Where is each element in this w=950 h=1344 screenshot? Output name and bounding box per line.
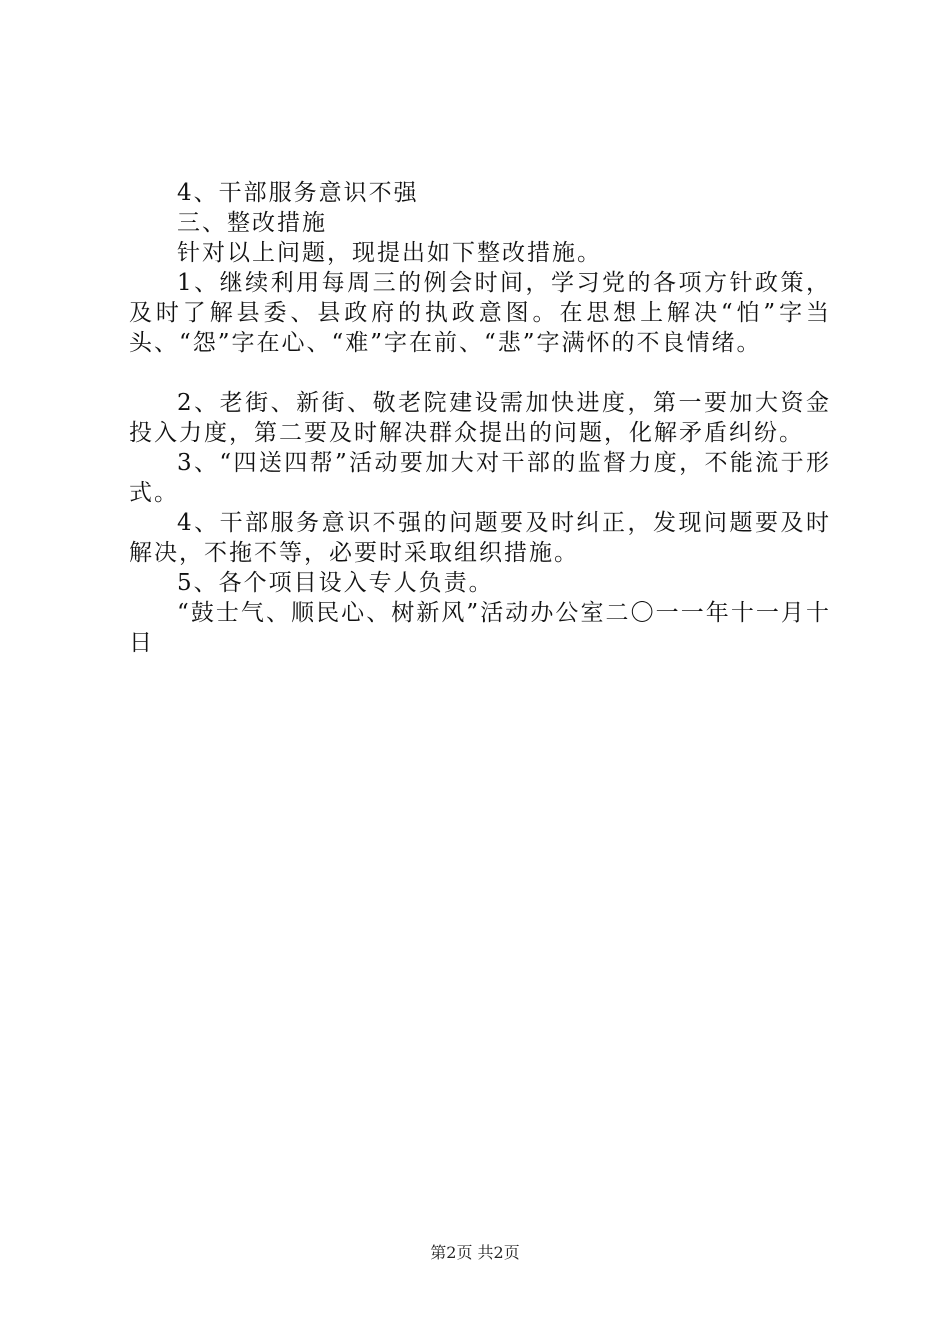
paragraph-measure-3: 3、“四送四帮”活动要加大对干部的监督力度，不能流于形式。 [129,450,831,506]
document-body [129,178,831,658]
signature-date: “鼓士气、顺民心、树新风”活动办公室二〇一一年十一月十日 [129,600,831,656]
page-footer: 第2页 共2页 [430,1243,520,1262]
paragraph-measure-2: 2、老街、新街、敬老院建设需加快进度，第一要加大资金投入力度，第二要及时解决群众提出的问题，化解矛盾纠纷。 [129,390,831,446]
paragraph-measure-1: 1、继续利用每周三的例会时间，学习党的各项方针政策，及时了解县委、县政府的执政意图。在思想上解决“怕”字当头、“怨”字在心、“难”字在前、“悲”字满怀的不良情绪。 [129,270,831,356]
section-heading-measures: 三、整改措施 [177,210,327,236]
paragraph-measure-4: 4、干部服务意识不强的问题要及时纠正，发现问题要及时解决，不拖不等，必要时采取组织措施。 [129,510,831,566]
paragraph-problem-4: 4、干部服务意识不强 [177,180,419,206]
paragraph-measure-5: 5、各个项目设入专人负责。 [177,570,494,596]
paragraph-intro: 针对以上问题，现提出如下整改措施。 [177,240,602,266]
